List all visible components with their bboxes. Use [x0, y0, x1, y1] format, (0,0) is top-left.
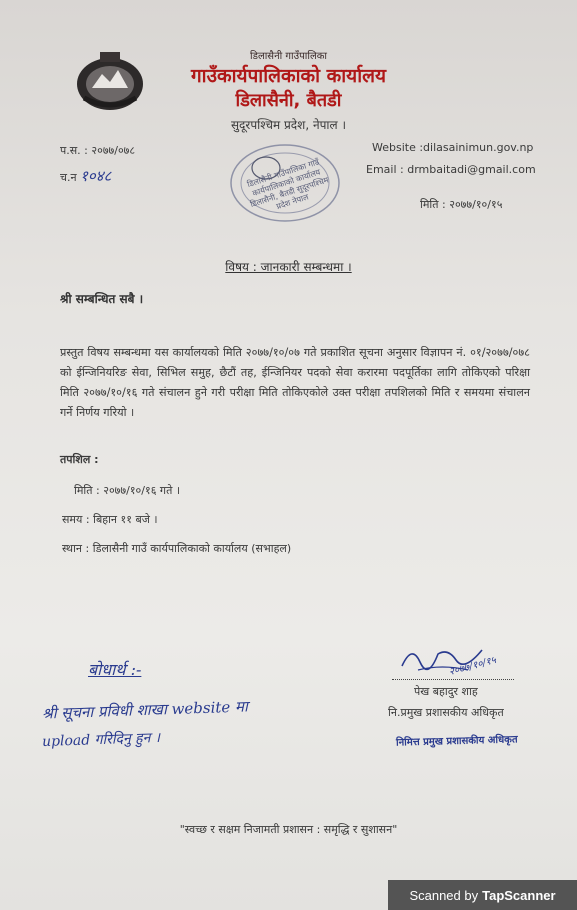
scanner-watermark — [388, 880, 577, 910]
stamp-text: डिलासैनी गाउँपालिका गाउँ कार्यपालिकाको कार्यालय डिलासैनी, बैतडी सुदूरपश्चिम प्रदेश नेपाल — [246, 157, 330, 212]
email-text: Email : drmbaitadi@gmail.com — [366, 163, 536, 176]
cc-heading-handwritten: बोधार्थ :- — [88, 660, 142, 679]
signature-line — [392, 679, 514, 680]
province-line: सुदूरपश्चिम प्रदेश, नेपाल । — [230, 118, 347, 132]
dispatch-number-row — [60, 166, 111, 186]
dispatch-label: च.न — [60, 171, 77, 184]
letter-subject — [0, 258, 577, 275]
watermark-brand: TapScanner — [482, 887, 556, 903]
website-text: Website :dilasainimun.gov.np — [372, 141, 534, 154]
dispatch-number: १०४८ — [80, 167, 112, 185]
letter-date: मिति : २०७७/१०/१५ — [420, 198, 503, 211]
cc-note-line2: upload गरिदिनु हुन । — [41, 729, 161, 751]
signatory-title: नि.प्रमुख प्रशासकीय अधिकृत — [388, 706, 504, 719]
detail-venue: स्थान : डिलासैनी गाउँ कार्यपालिकाको कार्यालय (सभाहल) — [62, 542, 292, 555]
office-location: डिलासैनी, बैतडी — [235, 90, 342, 111]
subject-text: विषय : जानकारी सम्बन्धमा । — [225, 260, 352, 274]
salutation: श्री सम्बन्धित सबै । — [60, 292, 144, 306]
cc-note-line1: श्री सूचना प्रविधी शाखा website मा — [41, 697, 249, 723]
details-heading: तपशिल : — [60, 453, 99, 466]
signature-date: २०७७/१०/१५ — [447, 654, 498, 679]
municipality-name-small: डिलासैनी गाउँपालिका — [250, 51, 327, 62]
detail-time: समय : बिहान ११ बजे । — [62, 513, 158, 526]
signatory-name: पेख बहादुर शाह — [414, 685, 478, 698]
watermark-prefix: Scanned by — [409, 887, 479, 903]
reference-number: प.स. : २०७७/०७८ — [60, 144, 136, 157]
footer-motto: "स्वच्छ र सक्षम निजामती प्रशासन : समृद्धि र सुशासन" — [179, 823, 398, 836]
detail-date: मिति : २०७७/१०/१६ गते । — [74, 484, 181, 497]
signatory-stamp: निमित्त प्रमुख प्रशासकीय अधिकृत — [395, 734, 518, 749]
letter-body: प्रस्तुत विषय सम्बन्धमा यस कार्यालयको मिति २०७७/१०/०७ गते प्रकाशित सूचना अनुसार विज्ञापन नं. ०१/२०७७/०७८ को ईन्जिनियरिङ सेवा, सिभिल समुह, छैटौं तह, ईन्जिनियर पदको सेवा करारमा पदपूर्तिका लागि तोकिएको परिक्षा मिति २०७७/१०/१६ गते संचालन हुने गरी परीक्षा मिति तोकिएकोले उक्त परीक्षा तपशिलको मिति र समयमा संचालन गर्ने निर्णय गरियो । — [60, 346, 530, 419]
office-title: गाउँकार्यपालिकाको कार्यालय — [190, 65, 387, 87]
